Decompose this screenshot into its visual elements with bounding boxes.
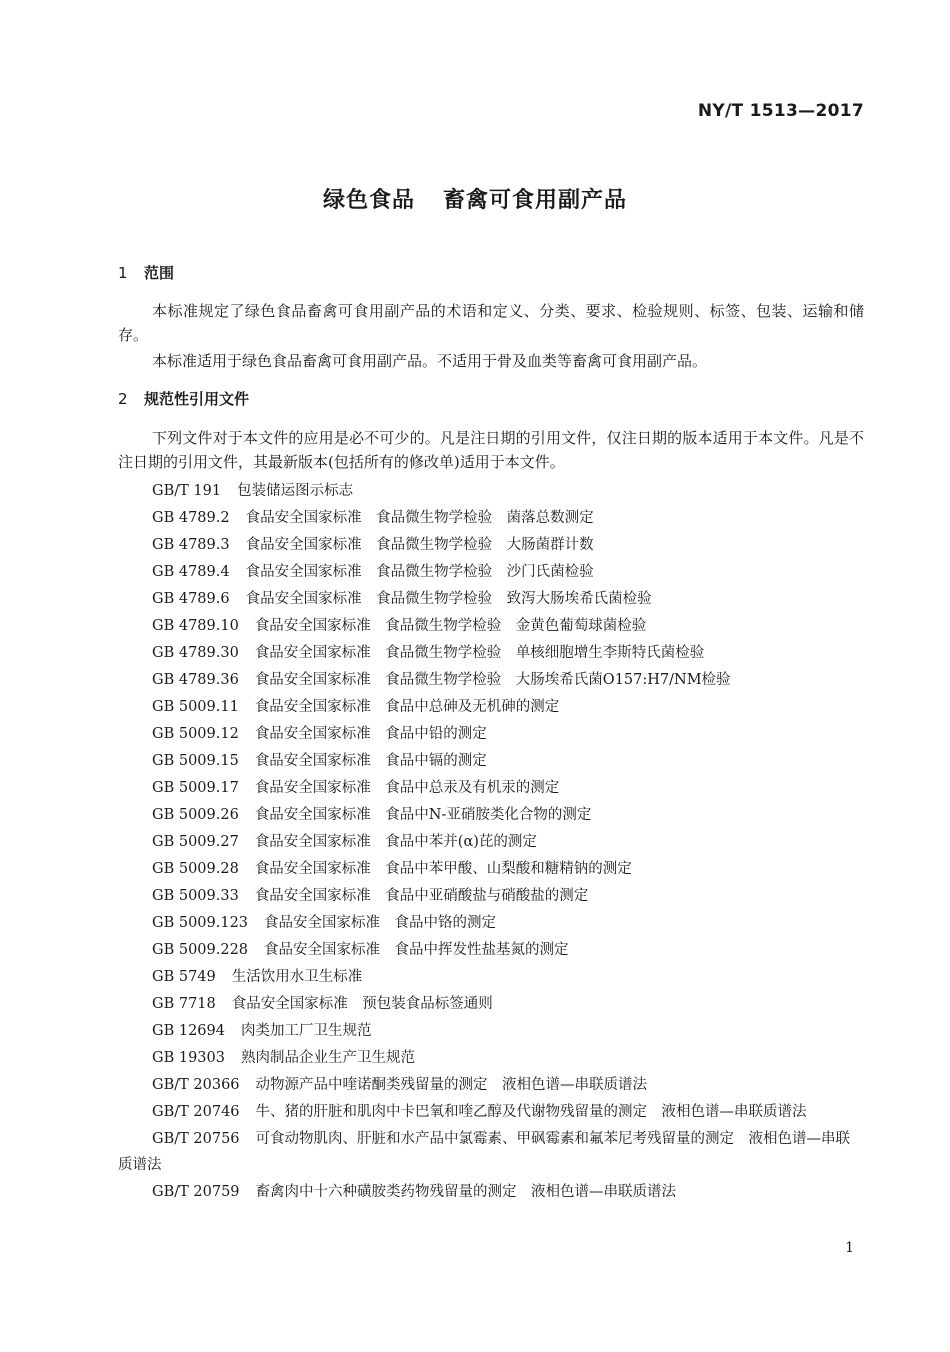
document-title	[0, 183, 950, 214]
reference-code: GB 5749	[152, 969, 216, 985]
reference-item	[118, 1179, 864, 1206]
reference-code: GB/T 20746	[152, 1104, 240, 1120]
reference-title: 食品安全国家标准 食品中总砷及无机砷的测定	[254, 699, 560, 715]
reference-item	[118, 640, 864, 667]
reference-item	[118, 964, 864, 991]
reference-item	[118, 559, 864, 586]
reference-item	[118, 1099, 864, 1126]
reference-item	[118, 532, 864, 559]
section-number: 1	[118, 264, 128, 282]
reference-code: GB 5009.26	[152, 807, 239, 823]
reference-item	[118, 721, 864, 748]
reference-item	[118, 505, 864, 532]
reference-item	[118, 1126, 864, 1179]
reference-title: 食品安全国家标准 食品中苯甲酸、山梨酸和糖精钠的测定	[254, 861, 632, 877]
reference-code: GB 5009.27	[152, 834, 239, 850]
reference-title: 牛、猪的肝脏和肌肉中卡巴氧和喹乙醇及代谢物残留量的测定 液相色谱—串联质谱法	[255, 1104, 807, 1120]
reference-code: GB 5009.15	[152, 753, 239, 769]
reference-code: GB 5009.28	[152, 861, 239, 877]
reference-item	[118, 667, 864, 694]
reference-title: 包装储运图示标志	[237, 483, 354, 499]
reference-item	[118, 478, 864, 505]
reference-code: GB 4789.6	[152, 591, 230, 607]
reference-code: GB 4789.30	[152, 645, 239, 661]
reference-code: GB 12694	[152, 1023, 225, 1039]
page-number: 1	[845, 1240, 854, 1256]
reference-code: GB 4789.3	[152, 537, 230, 553]
reference-title: 食品安全国家标准 食品中总汞及有机汞的测定	[254, 780, 560, 796]
section-title: 范围	[144, 264, 175, 282]
reference-code: GB 4789.36	[152, 672, 239, 688]
reference-title: 可食动物肌肉、肝脏和水产品中氯霉素、甲砜霉素和氟苯尼考残留量的测定 液相色谱—串联质谱法	[118, 1130, 851, 1173]
standard-code: NY/T 1513—2017	[697, 101, 864, 121]
reference-title: 食品安全国家标准 食品中亚硝酸盐与硝酸盐的测定	[254, 888, 589, 904]
reference-title: 食品安全国家标准 食品微生物学检验 大肠埃希氏菌O157:H7/NM检验	[254, 672, 731, 688]
reference-code: GB 19303	[152, 1050, 225, 1066]
reference-item	[118, 1018, 864, 1045]
references-intro-paragraph: 下列文件对于本文件的应用是必不可少的。凡是注日期的引用文件，仅注日期的版本适用于本文件。凡是不注日期的引用文件，其最新版本(包括所有的修改单)适用于本文件。	[118, 429, 864, 471]
reference-item	[118, 1045, 864, 1072]
reference-code: GB/T 20366	[152, 1077, 240, 1093]
reference-item	[118, 856, 864, 883]
scope-paragraph-2: 本标准适用于绿色食品畜禽可食用副产品。不适用于骨及血类等畜禽可食用副产品。	[152, 352, 708, 370]
reference-title: 食品安全国家标准 食品微生物学检验 大肠菌群计数	[245, 537, 594, 553]
reference-title: 食品安全国家标准 食品微生物学检验 沙门氏菌检验	[245, 564, 594, 580]
reference-title: 食品安全国家标准 食品微生物学检验 单核细胞增生李斯特氏菌检验	[254, 645, 705, 661]
reference-item	[118, 829, 864, 856]
reference-code: GB/T 20756	[152, 1130, 240, 1147]
reference-item	[118, 883, 864, 910]
reference-code: GB/T 191	[152, 483, 222, 499]
title-part-2: 畜禽可食用副产品	[443, 188, 628, 213]
reference-code: GB 5009.12	[152, 726, 239, 742]
section-number: 2	[118, 390, 128, 408]
reference-code: GB 5009.228	[152, 942, 249, 958]
reference-title: 食品安全国家标准 食品微生物学检验 金黄色葡萄球菌检验	[254, 618, 647, 634]
reference-title: 熟肉制品企业生产卫生规范	[240, 1050, 415, 1066]
reference-title: 畜禽肉中十六种磺胺类药物残留量的测定 液相色谱—串联质谱法	[255, 1183, 677, 1200]
reference-code: GB 4789.2	[152, 510, 230, 526]
reference-item	[118, 748, 864, 775]
reference-item	[118, 991, 864, 1018]
reference-code: GB 4789.10	[152, 618, 239, 634]
reference-title: 动物源产品中喹诺酮类残留量的测定 液相色谱—串联质谱法	[255, 1077, 648, 1093]
reference-title: 食品安全国家标准 食品微生物学检验 致泻大肠埃希氏菌检验	[245, 591, 652, 607]
reference-code: GB/T 20759	[152, 1183, 240, 1200]
reference-item	[118, 613, 864, 640]
reference-code: GB 7718	[152, 996, 216, 1012]
reference-title: 食品安全国家标准 食品微生物学检验 菌落总数测定	[245, 510, 594, 526]
reference-item	[118, 910, 864, 937]
reference-item	[118, 775, 864, 802]
reference-code: GB 5009.33	[152, 888, 239, 904]
reference-title: 食品安全国家标准 食品中铬的测定	[264, 915, 497, 931]
reference-title: 食品安全国家标准 食品中铅的测定	[254, 726, 487, 742]
reference-item	[118, 1072, 864, 1099]
reference-code: GB 5009.17	[152, 780, 239, 796]
normative-references-list	[118, 478, 864, 1206]
reference-title: 食品安全国家标准 预包装食品标签通则	[231, 996, 493, 1012]
title-part-1: 绿色食品	[322, 188, 415, 213]
reference-code: GB 5009.123	[152, 915, 249, 931]
reference-title: 食品安全国家标准 食品中N-亚硝胺类化合物的测定	[254, 807, 592, 823]
reference-code: GB 5009.11	[152, 699, 239, 715]
reference-title: 食品安全国家标准 食品中苯并(α)芘的测定	[254, 834, 537, 850]
reference-title: 生活饮用水卫生标准	[231, 969, 363, 985]
reference-item	[118, 586, 864, 613]
scope-paragraph-1: 本标准规定了绿色食品畜禽可食用副产品的术语和定义、分类、要求、检验规则、标签、包装、运输和储存。	[118, 302, 864, 344]
section-title: 规范性引用文件	[144, 390, 250, 408]
reference-title: 食品安全国家标准 食品中挥发性盐基氮的测定	[264, 942, 569, 958]
section-2-heading	[118, 388, 249, 409]
section-1-heading	[118, 262, 174, 283]
reference-code: GB 4789.4	[152, 564, 230, 580]
reference-title: 肉类加工厂卫生规范	[240, 1023, 372, 1039]
reference-item	[118, 937, 864, 964]
reference-title: 食品安全国家标准 食品中镉的测定	[254, 753, 487, 769]
reference-item	[118, 694, 864, 721]
reference-item	[118, 802, 864, 829]
